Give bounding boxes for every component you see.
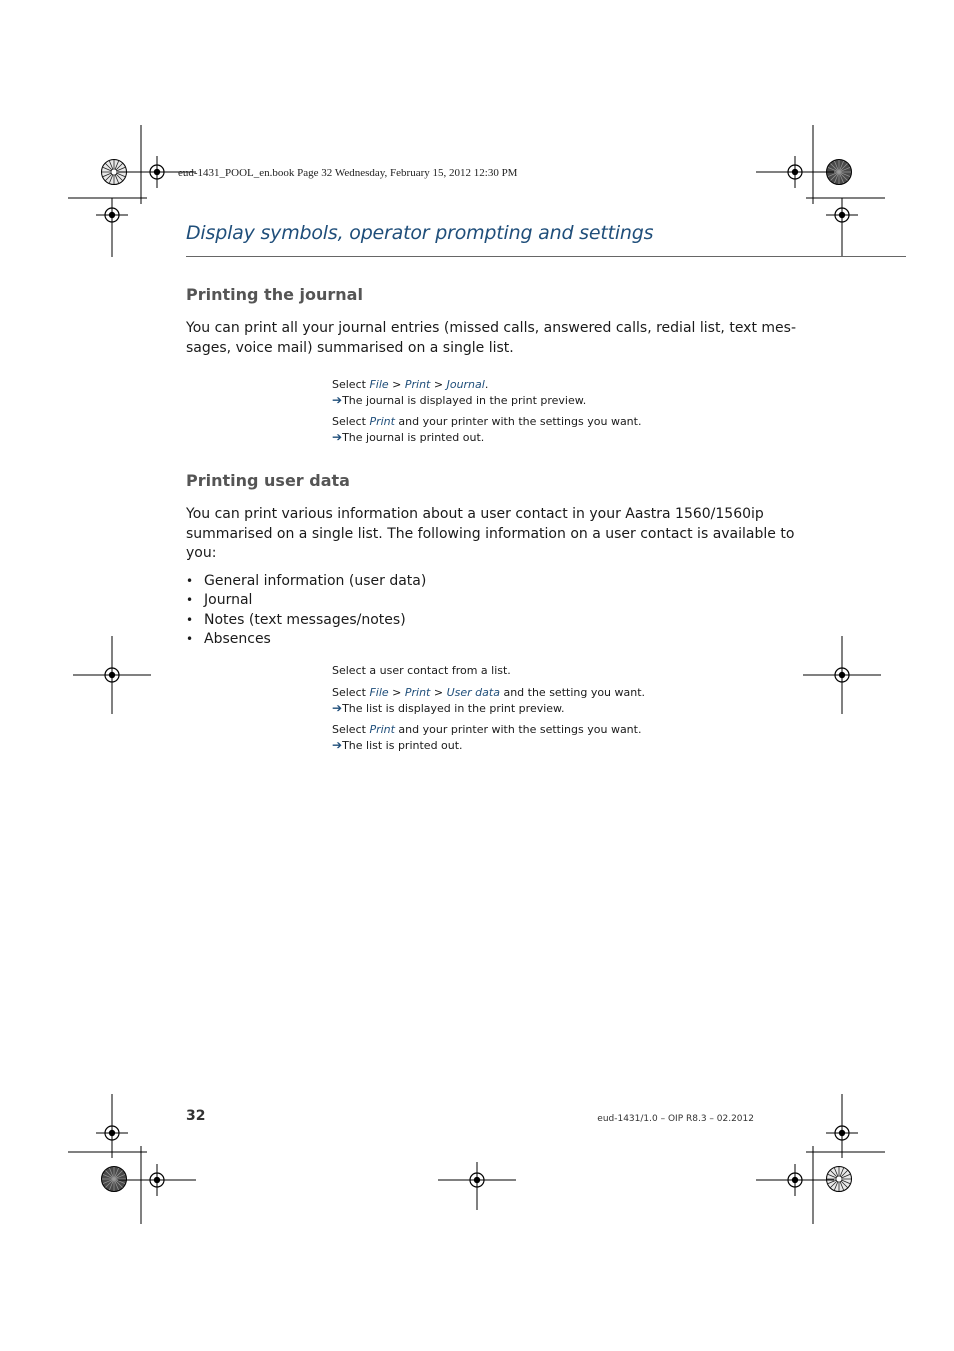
list-item-text: Journal bbox=[204, 592, 253, 609]
menu-separator: > bbox=[388, 378, 405, 391]
journal-intro-line-2: sages, voice mail) summarised on a single list. bbox=[186, 339, 514, 356]
list-item bbox=[186, 611, 426, 630]
bullet-icon: • bbox=[186, 632, 194, 647]
heading-printing-journal: Printing the journal bbox=[186, 285, 363, 304]
result-arrow-icon: ➔ bbox=[332, 737, 343, 752]
list-item-text: General information (user data) bbox=[204, 573, 427, 589]
user-step-3-result bbox=[332, 738, 641, 754]
list-item-text: Absences bbox=[204, 631, 271, 648]
bullet-icon: • bbox=[186, 574, 194, 588]
user-step-2-result bbox=[332, 701, 645, 717]
page-number: 32 bbox=[186, 1108, 206, 1124]
result-text: The list is displayed in the print preview. bbox=[342, 701, 565, 715]
list-item-text: Notes (text messages/notes) bbox=[204, 611, 406, 628]
running-header: Display symbols, operator prompting and settings bbox=[186, 222, 654, 244]
journal-intro bbox=[186, 319, 797, 358]
list-item bbox=[186, 630, 426, 649]
step-suffix: and the setting you want. bbox=[499, 686, 646, 699]
bullet-icon: • bbox=[186, 612, 194, 627]
user-intro-line-3: you: bbox=[186, 545, 217, 561]
menu-journal: Journal bbox=[446, 378, 485, 391]
heading-printing-user-data: Printing user data bbox=[186, 471, 350, 490]
bullet-icon: • bbox=[186, 593, 194, 608]
user-info-list bbox=[186, 572, 426, 650]
result-text: The list is printed out. bbox=[342, 738, 463, 752]
menu-user-data: User data bbox=[446, 686, 500, 699]
user-data-intro bbox=[186, 505, 795, 564]
step-suffix: and your printer with the settings you want. bbox=[394, 723, 642, 736]
menu-separator: > bbox=[430, 686, 447, 699]
step-prefix: Select bbox=[332, 415, 370, 428]
journal-step-1-result bbox=[332, 393, 586, 409]
menu-print: Print bbox=[404, 686, 431, 699]
menu-separator: > bbox=[388, 686, 405, 699]
result-text: The journal is displayed in the print preview. bbox=[342, 393, 587, 407]
menu-file: File bbox=[369, 686, 389, 699]
user-step-2 bbox=[332, 685, 645, 716]
step-prefix: Select bbox=[332, 686, 370, 699]
menu-print: Print bbox=[369, 723, 395, 736]
result-arrow-icon: ➔ bbox=[332, 429, 343, 444]
step-prefix: Select bbox=[332, 723, 370, 736]
user-step-1-instruction: Select a user contact from a list. bbox=[332, 664, 511, 677]
journal-intro-line-1: You can print all your journal entries (missed calls, answered calls, redial list, text mes- bbox=[186, 320, 797, 336]
header-rule bbox=[186, 256, 906, 257]
menu-file: File bbox=[369, 378, 389, 391]
user-intro-line-2: summarised on a single list. The following information on a user contact is available to bbox=[186, 525, 795, 542]
step-prefix: Select bbox=[332, 378, 370, 391]
user-step-3 bbox=[332, 722, 641, 753]
result-arrow-icon: ➔ bbox=[332, 392, 343, 407]
journal-step-2-instruction bbox=[332, 414, 641, 430]
book-info-line: eud-1431_POOL_en.book Page 32 Wednesday, February 15, 2012 12:30 PM bbox=[178, 167, 518, 179]
result-text: The journal is printed out. bbox=[342, 430, 485, 444]
user-step-2-instruction bbox=[332, 685, 645, 701]
list-item bbox=[186, 572, 426, 591]
journal-step-1-instruction bbox=[332, 377, 586, 393]
menu-separator: > bbox=[430, 378, 447, 391]
journal-step-1 bbox=[332, 377, 586, 408]
document-reference: eud-1431/1.0 – OIP R8.3 – 02.2012 bbox=[597, 1114, 754, 1124]
user-intro-line-1: You can print various information about a user contact in your Aastra 1560/1560ip bbox=[186, 506, 764, 522]
step-suffix: and your printer with the settings you want. bbox=[394, 415, 642, 428]
list-item bbox=[186, 591, 426, 610]
user-step-3-instruction bbox=[332, 722, 641, 738]
journal-step-2 bbox=[332, 414, 641, 445]
menu-print: Print bbox=[369, 415, 395, 428]
journal-step-2-result bbox=[332, 430, 641, 446]
user-step-1 bbox=[332, 663, 511, 679]
step-suffix: . bbox=[484, 378, 489, 391]
menu-print: Print bbox=[404, 378, 431, 391]
result-arrow-icon: ➔ bbox=[332, 700, 343, 715]
